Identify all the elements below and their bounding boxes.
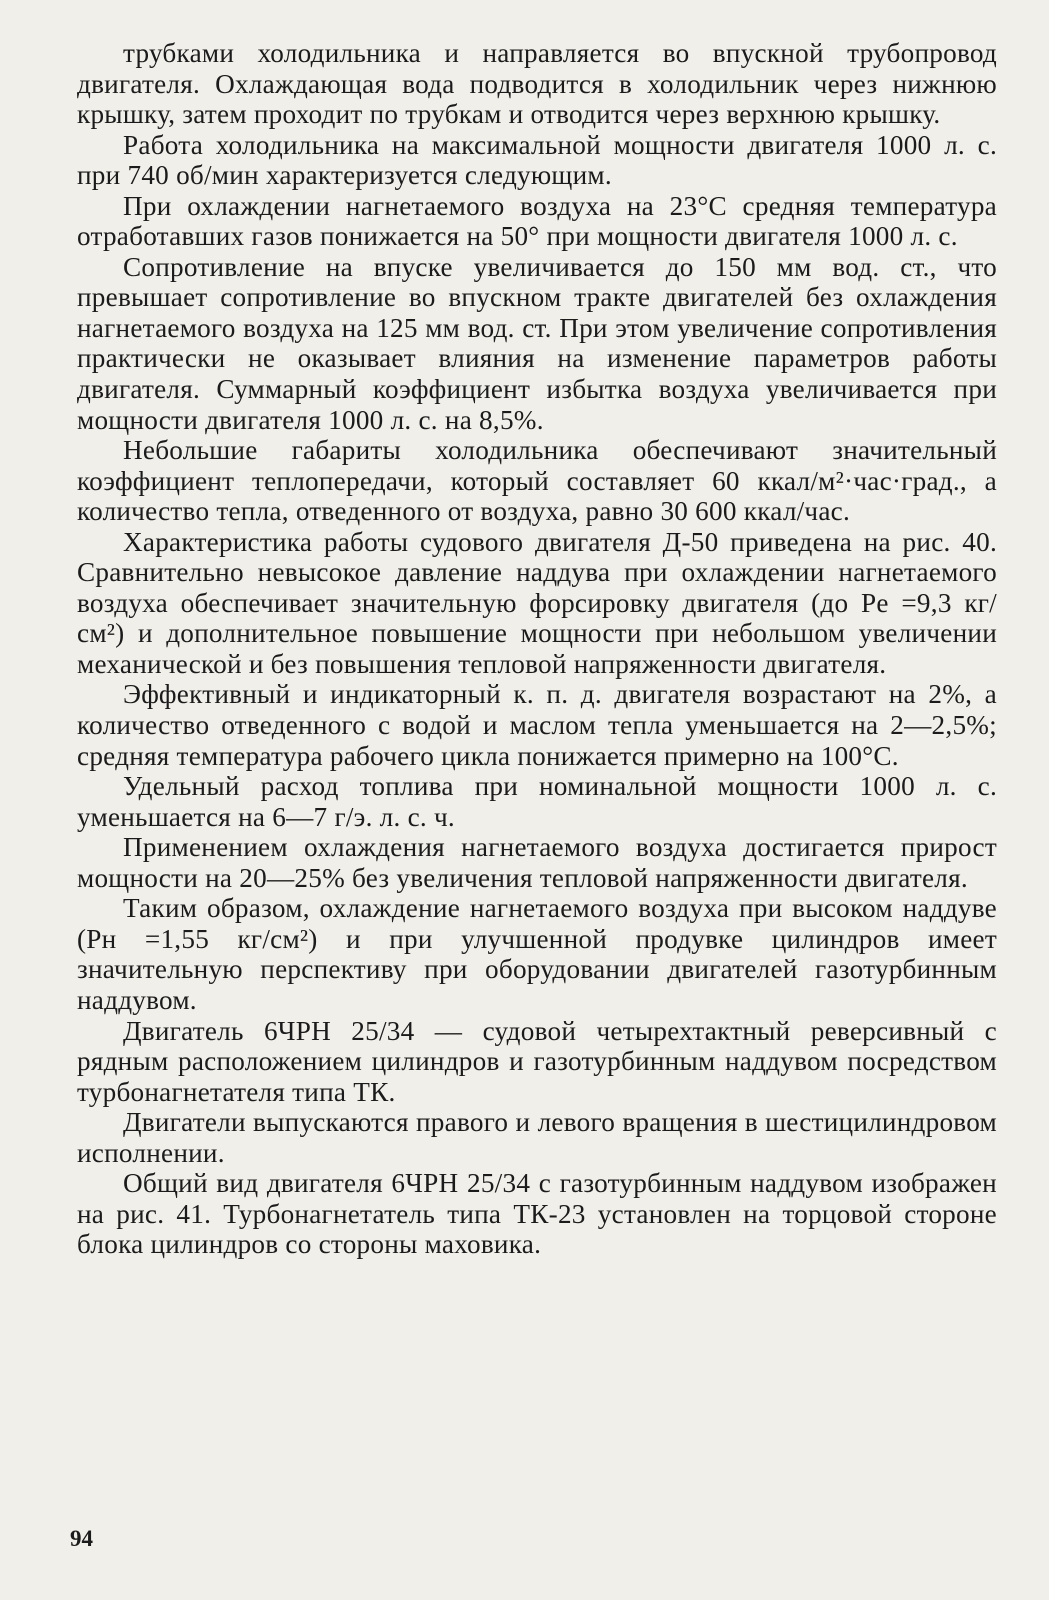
paragraph: Таким образом, охлаждение нагнетаемого воздуха при высоком наддуве (Pн =1,55 кг/см²) и при улучшенной продувке цилиндров имеет значительную перспективу при оборудовании двигателей газотурбинным наддувом.	[77, 893, 997, 1015]
paragraph: Характеристика работы судового двигателя Д-50 приведена на рис. 40. Сравнительно невысокое давление наддува при охлаждении нагнетаемого воздуха обеспечивает значительную форсировку двигателя (до Pe =9,3 кг/см²) и дополнительное повышение мощности при небольшом увеличении механической и без повышения тепловой напряженности двигателя.	[77, 526, 997, 679]
page-number: 94	[70, 1526, 93, 1551]
paragraph: Эффективный и индикаторный к. п. д. двигателя возрастают на 2%, а количество отведенного с водой и маслом тепла уменьшается на 2—2,5%; средняя температура рабочего цикла понижается примерно на 100°С.	[77, 679, 997, 771]
paragraph: Двигатель 6ЧРН 25/34 — судовой четырехтактный реверсивный с рядным расположением цилиндров и газотурбинным наддувом посредством турбонагнетателя типа ТК.	[77, 1015, 997, 1107]
paragraph: Двигатели выпускаются правого и левого вращения в шестицилиндровом исполнении.	[77, 1107, 997, 1168]
paragraph: При охлаждении нагнетаемого воздуха на 23°С средняя температура отработавших газов понижается на 50° при мощности двигателя 1000 л. с.	[77, 190, 997, 252]
paragraph: Работа холодильника на максимальной мощности двигателя 1000 л. с. при 740 об/мин характеризуется следующим.	[77, 129, 997, 191]
body-text	[77, 38, 997, 1260]
paragraph: Сопротивление на впуске увеличивается до 150 мм вод. ст., что превышает сопротивление во впускном тракте двигателей без охлаждения нагнетаемого воздуха на 125 мм вод. ст. При этом увеличение сопротивления практически не оказывает влияния на изменение параметров работы двигателя. Суммарный коэффициент избытка воздуха увеличивается при мощности двигателя 1000 л. с. на 8,5%.	[77, 251, 997, 435]
paragraph: Небольшие габариты холодильника обеспечивают значительный коэффициент теплопередачи, который составляет 60 ккал/м²·час·град., а количество тепла, отведенного от воздуха, равно 30 600 ккал/час.	[77, 435, 997, 527]
paragraph: Общий вид двигателя 6ЧРН 25/34 с газотурбинным наддувом изображен на рис. 41. Турбонагнетатель типа ТК-23 установлен на торцовой стороне блока цилиндров со стороны маховика.	[77, 1168, 997, 1260]
paragraph: Применением охлаждения нагнетаемого воздуха достигается прирост мощности на 20—25% без увеличения тепловой напряженности двигателя.	[77, 832, 997, 893]
paragraph: трубками холодильника и направляется во впускной трубопровод двигателя. Охлаждающая вода подводится в холодильник через нижнюю крышку, затем проходит по трубкам и отводится через верхнюю крышку.	[77, 38, 997, 130]
paragraph: Удельный расход топлива при номинальной мощности 1000 л. с. уменьшается на 6—7 г/э. л. с. ч.	[77, 771, 997, 832]
